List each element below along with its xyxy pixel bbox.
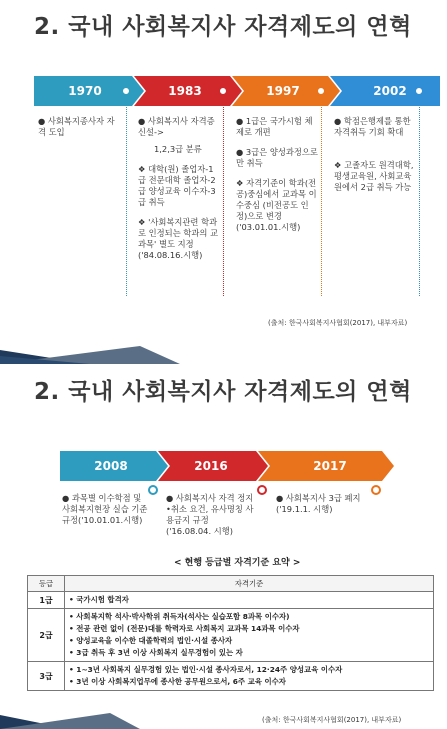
timeline-item: ● 사회복지종사자 자격 도입 <box>38 116 115 137</box>
year-label-1997: 1997 <box>266 84 300 98</box>
slide-title: 2. 국내 사회복지사 자격제도의 연혁 <box>34 14 412 40</box>
decorative-wedge <box>0 695 447 729</box>
criteria-item: • 사회복지학 석사·박사학위 취득자(석사는 실습포함 8과목 이수자) <box>69 612 290 621</box>
year-label-2002: 2002 <box>373 84 407 98</box>
table-row <box>28 592 434 609</box>
timeline-item: ❖ 대학(원) 졸업자-1급 전문대학 졸업자-2급 양성교육 이수자-3급 취득 <box>138 164 216 207</box>
criteria-item: • 양성교육을 이수한 대졸학력의 법인·시설 종사자 <box>69 636 233 645</box>
source-note: (출처: 한국사회복지사협회(2017), 내부자료) <box>268 319 408 327</box>
timeline-column-1970 <box>38 116 122 147</box>
table-title: < 현행 등급별 자격기준 요약 > <box>174 558 301 568</box>
table-row <box>28 662 434 691</box>
criteria-cell <box>65 592 434 609</box>
timeline-connector <box>419 100 420 296</box>
timeline-column-2002 <box>334 116 418 202</box>
timeline-dot <box>148 485 158 495</box>
timeline-item: ● 1급은 국가시험 체제로 개편 <box>236 116 313 137</box>
table-header: 자격기준 <box>65 576 434 592</box>
timeline-column-1983 <box>138 116 220 270</box>
timeline-column-2008: ● 과목별 이수학점 및 사회복지현장 실습 기준 규정('10.01.01.시행) <box>62 493 148 525</box>
timeline-item: 1,2,3급 분류 <box>154 144 202 154</box>
table-row <box>28 609 434 662</box>
grade-cell: 2급 <box>28 609 65 662</box>
timeline-dot <box>257 485 267 495</box>
grade-cell: 1급 <box>28 592 65 609</box>
table-header-row <box>28 576 434 592</box>
year-label-1970: 1970 <box>68 84 102 98</box>
timeline-connector <box>321 100 322 296</box>
timeline-column-2016: ● 사회복지사 자격 정지•취소 요건, 유사명칭 사용금지 규정 ('16.08.04. 시행) <box>166 493 254 536</box>
timeline-dot <box>121 86 131 96</box>
timeline-dot <box>218 86 228 96</box>
year-label-1983: 1983 <box>168 84 202 98</box>
timeline-column-1997 <box>236 116 318 242</box>
timeline-column-2017: ● 사회복지사 3급 폐지('19.1.1. 시행) <box>276 493 361 514</box>
grade-cell: 3급 <box>28 662 65 691</box>
timeline-item: ● 사회복지사 자격증 신설-> <box>138 116 215 137</box>
year-label-2008: 2008 <box>94 459 128 473</box>
table-header: 등급 <box>28 576 65 592</box>
timeline-item: ❖ '사회복지관련 학과로 인정되는 학과의 교과목' 별도 지정 ('84.08.16.시행) <box>138 217 219 260</box>
criteria-item: • 1~3년 사회복지 실무경험 있는 법인·시설 종사자로서, 12·24주 양성교육 이수자 <box>69 665 343 674</box>
timeline-item: ❖ 자격기준이 학과(전공)중심에서 교과목 이수중심 (비전공도 인정)으로 변경 ('03.01.01.시행) <box>236 178 317 232</box>
decorative-wedge <box>0 320 447 364</box>
timeline-item: ● 3급은 양성과정으로만 취득 <box>236 147 318 168</box>
criteria-item: • 전공 관련 없이 (전문)대를 학력자로 사회복지 교과목 14과목 이수자 <box>69 624 300 633</box>
timeline-dot <box>371 485 381 495</box>
year-label-2017: 2017 <box>313 459 347 473</box>
source-note: (출처: 한국사회복지사협회(2017), 내부자료) <box>262 716 402 724</box>
year-label-2016: 2016 <box>194 459 228 473</box>
timeline-dot <box>414 86 424 96</box>
criteria-item: • 국가시험 합격자 <box>69 595 129 604</box>
timeline-connector <box>223 100 224 296</box>
slide-1 <box>0 0 447 364</box>
timeline-dot <box>316 86 326 96</box>
criteria-item: • 3급 취득 후 3년 이상 사회복지 실무경험이 있는 자 <box>69 648 243 657</box>
timeline-connector <box>126 100 127 296</box>
criteria-cell <box>65 609 434 662</box>
criteria-item: • 3년 이상 사회복지업무에 종사한 공무원으로서, 6주 교육 이수자 <box>69 677 286 686</box>
timeline-item: ● 학점은행제를 통한 자격취득 기회 확대 <box>334 116 411 137</box>
criteria-cell <box>65 662 434 691</box>
qualification-table <box>27 575 434 691</box>
slide-title: 2. 국내 사회복지사 자격제도의 연혁 <box>34 379 412 405</box>
slide-2 <box>0 365 447 729</box>
timeline-item: ❖ 고졸자도 원격대학, 평생교육원, 사회교육원에서 2급 취득 가능 <box>334 160 414 192</box>
